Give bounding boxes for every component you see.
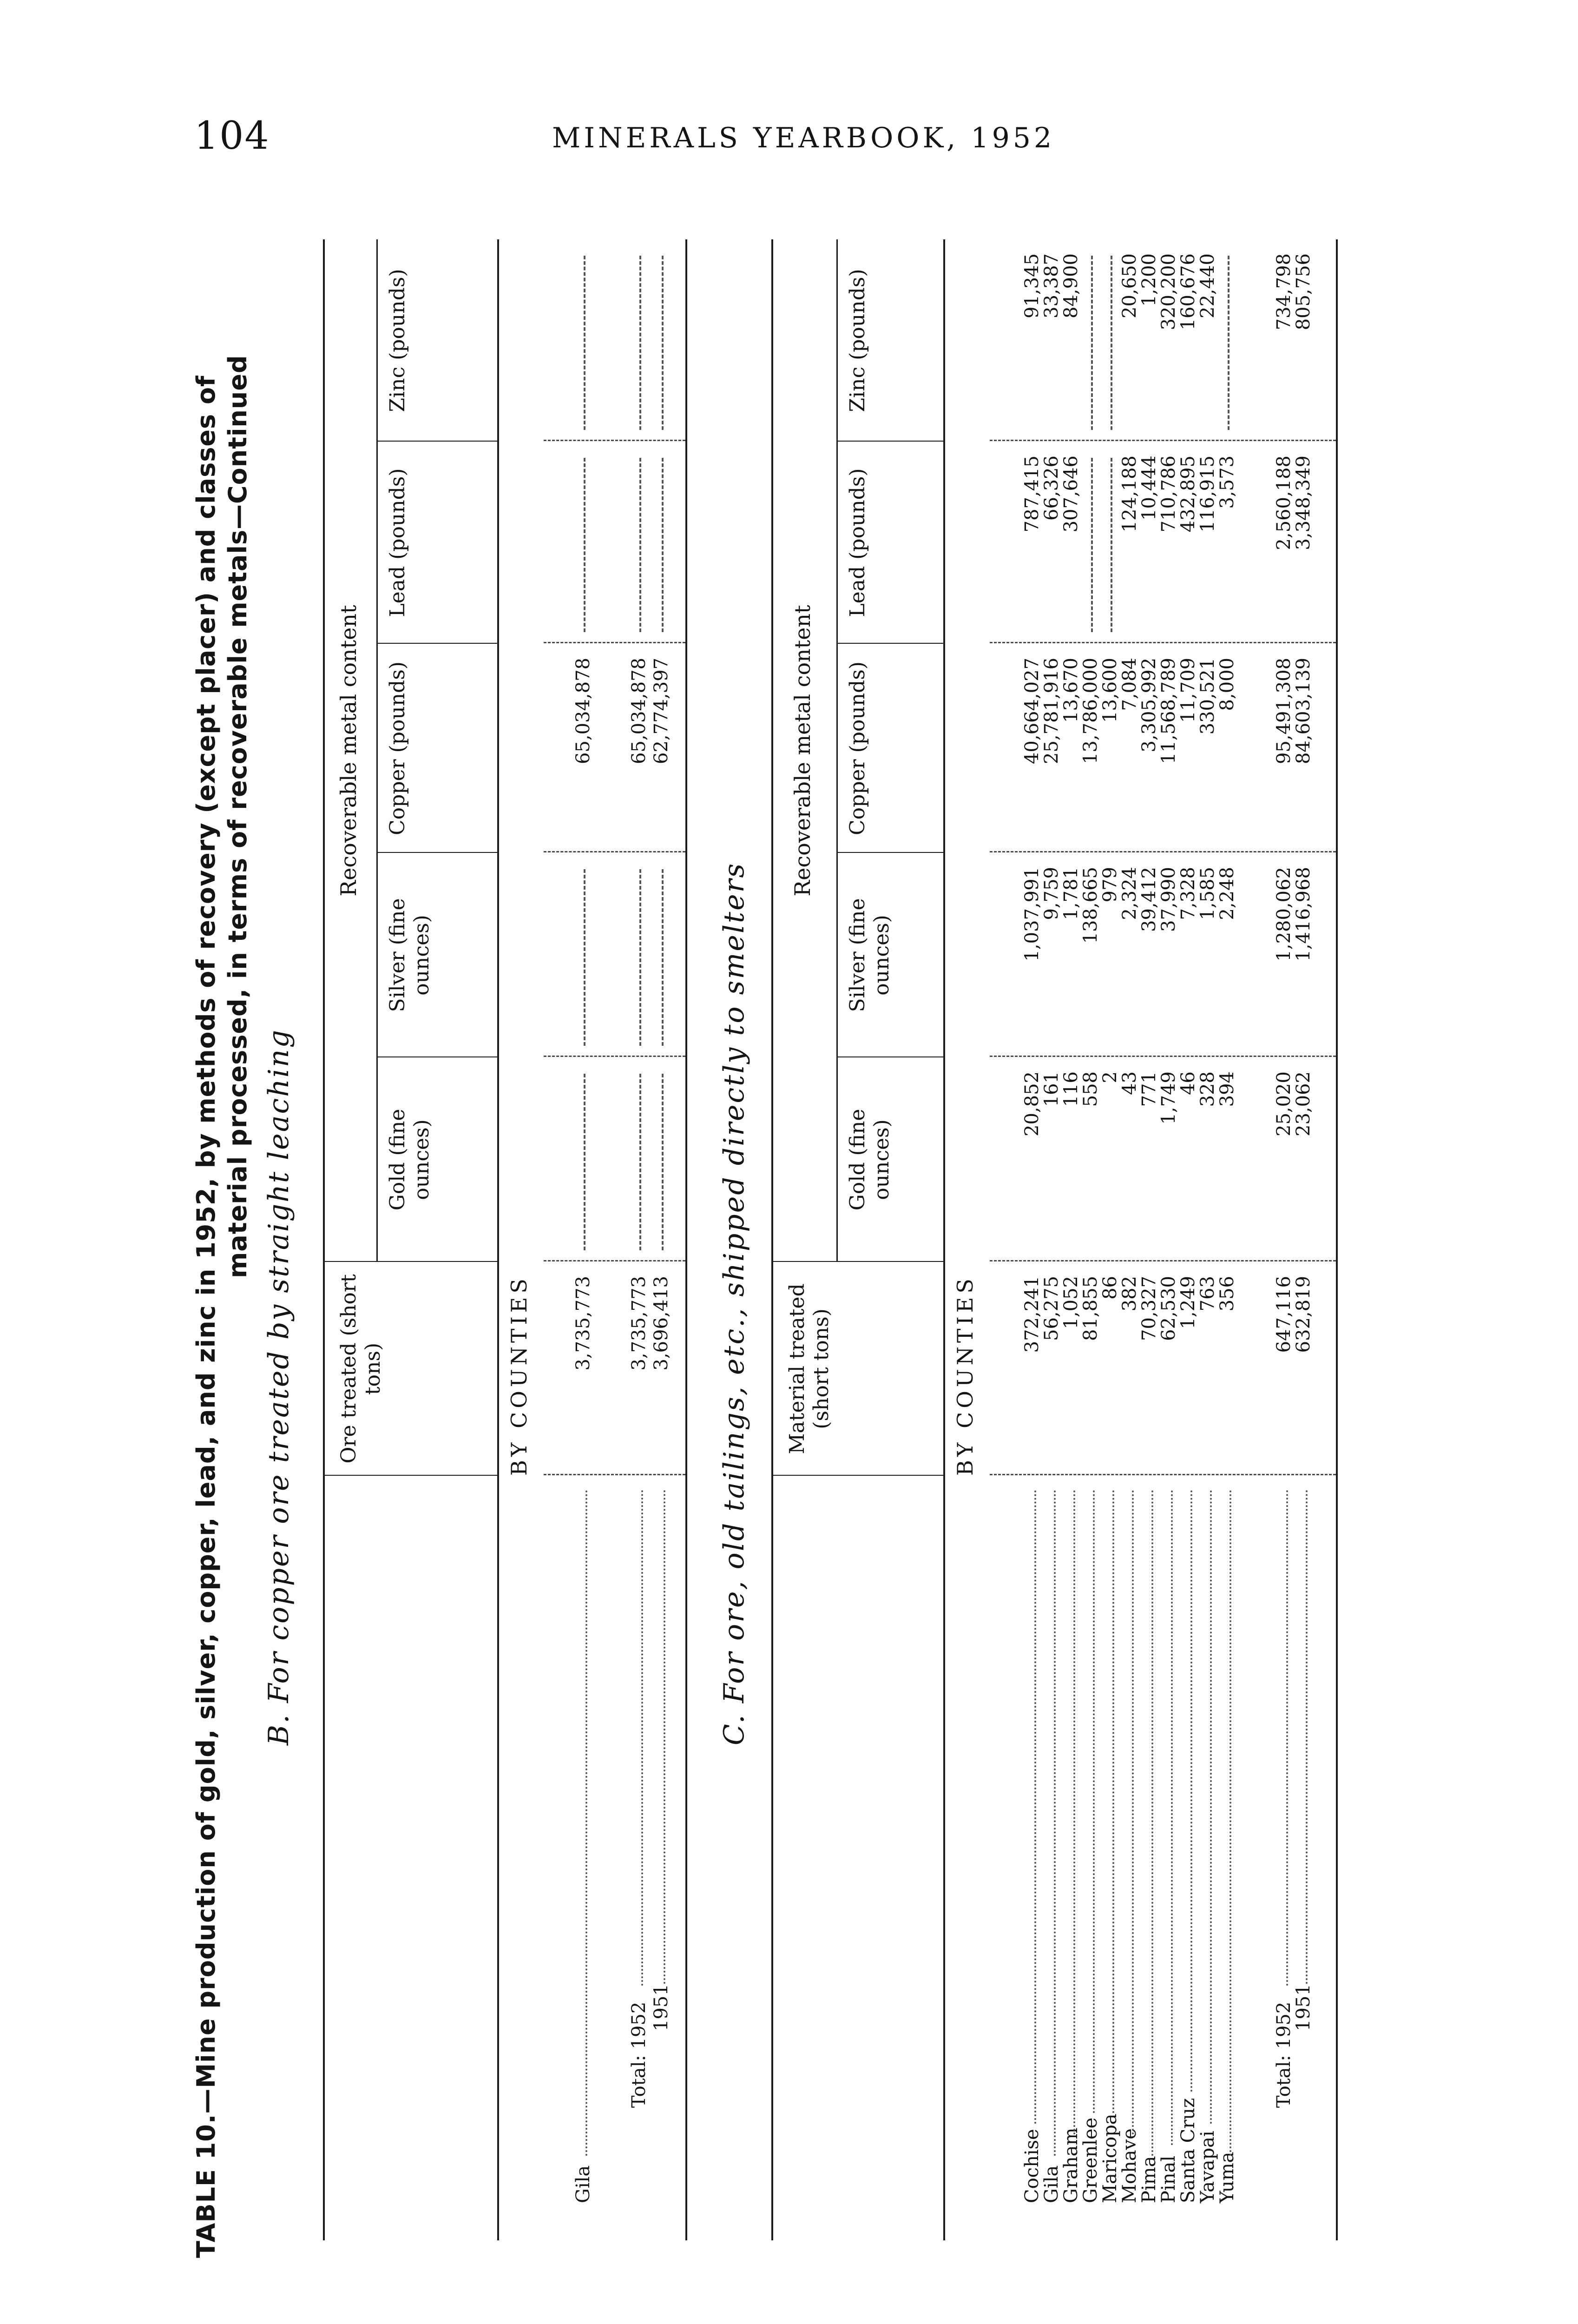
cell-lead: 116,915 <box>1197 456 1218 533</box>
cell-ore: 372,241 <box>1021 1276 1043 1353</box>
column-header-ore: Material treated (short tons) <box>785 1283 833 1454</box>
cell-silver: 37,990 <box>1158 867 1179 932</box>
header-col-rule <box>836 643 943 644</box>
table-rule-bottom <box>1336 239 1338 2240</box>
by-counties-label: BY COUNTIES <box>506 1275 532 1476</box>
cell-silver: 2,324 <box>1119 867 1140 920</box>
section-title: C. For ore, old tailings, etc., shipped directly to smelters <box>718 862 750 1745</box>
leader-dots <box>1132 1490 1134 2134</box>
cell-copper: 3,305,992 <box>1138 658 1160 753</box>
table-row <box>1080 0 1101 2324</box>
cell-zinc: 84,900 <box>1060 253 1082 318</box>
cell-zinc: 33,387 <box>1041 253 1062 318</box>
cell-copper: 13,786,000 <box>1080 658 1101 765</box>
cell-gold: 394 <box>1216 1071 1238 1107</box>
empty-cell-zinc <box>662 256 664 430</box>
cell-gold: 1,749 <box>1158 1071 1179 1125</box>
cell-ore: 70,327 <box>1138 1276 1160 1341</box>
cell-gold: 328 <box>1197 1071 1218 1107</box>
cell-silver: 39,412 <box>1138 867 1160 932</box>
row-label: Graham <box>1060 2127 1082 2203</box>
cell-zinc: 20,650 <box>1119 253 1140 318</box>
cell-silver: 979 <box>1099 867 1121 903</box>
cell-ore: 382 <box>1119 1276 1140 1312</box>
cell-ore: 56,275 <box>1041 1276 1062 1341</box>
table-row <box>1158 0 1179 2324</box>
cell-gold: 116 <box>1060 1071 1082 1107</box>
header-col-rule <box>376 1056 497 1057</box>
leader-dots <box>641 1490 643 1986</box>
empty-cell-silver <box>584 869 585 1046</box>
cell-ore: 1,249 <box>1177 1276 1199 1329</box>
empty-cell-gold <box>639 1074 641 1250</box>
empty-cell-zinc <box>639 256 641 430</box>
cell-copper: 95,491,308 <box>1273 658 1295 765</box>
cell-copper: 11,568,789 <box>1158 658 1179 765</box>
recoverable-metal-header: Recoverable metal content <box>335 605 361 897</box>
cell-silver: 1,416,968 <box>1293 867 1314 962</box>
leader-dots <box>1171 1490 1173 2145</box>
row-label: Yuma <box>1216 2152 1238 2203</box>
header-col-rule <box>771 1475 943 1476</box>
cell-lead: 3,348,349 <box>1293 456 1314 550</box>
column-header-gold: Gold (fine ounces) <box>386 1109 434 1211</box>
cell-ore: 632,819 <box>1293 1276 1314 1353</box>
page-number: 104 <box>194 114 270 158</box>
table-rule-top <box>771 239 773 2240</box>
row-label: Gila <box>572 2165 594 2203</box>
total-row <box>651 0 672 2324</box>
cell-gold: 46 <box>1177 1071 1199 1095</box>
cell-lead: 432,895 <box>1177 456 1199 533</box>
row-label: Total: 1952 <box>628 2001 650 2108</box>
leader-dots <box>1034 1490 1036 2124</box>
cell-silver: 2,248 <box>1216 867 1238 920</box>
cell-silver: 138,665 <box>1080 867 1101 944</box>
cell-gold: 43 <box>1119 1071 1140 1095</box>
cell-ore: 647,116 <box>1273 1276 1295 1353</box>
cell-lead: 66,326 <box>1041 456 1062 521</box>
group-rule <box>836 239 838 1262</box>
cell-zinc: 320,200 <box>1158 253 1179 330</box>
header-rule <box>943 239 945 2240</box>
empty-cell-lead <box>1091 458 1093 632</box>
table-title-line-1: TABLE 10.—Mine production of gold, silver, copper, lead, and zinc in 1952, by methods of recovery (except placer) and classes of <box>191 375 221 2258</box>
running-title: MINERALS YEARBOOK, 1952 <box>552 122 1055 154</box>
row-label: 1951 <box>1293 1984 1314 2031</box>
leader-dots <box>585 1490 587 2156</box>
cell-gold: 558 <box>1080 1071 1101 1107</box>
cell-ore: 1,052 <box>1060 1276 1082 1329</box>
table-row <box>1177 0 1199 2324</box>
empty-cell-zinc <box>1111 256 1112 430</box>
cell-copper: 62,774,397 <box>651 658 672 765</box>
cell-ore: 86 <box>1099 1276 1121 1300</box>
row-label: 1951 <box>651 1984 672 2031</box>
cell-copper: 330,521 <box>1197 658 1218 735</box>
empty-cell-silver <box>639 869 641 1046</box>
header-col-rule <box>376 852 497 853</box>
cell-copper: 40,664,027 <box>1021 658 1043 765</box>
leader-dots <box>1190 1490 1192 2092</box>
cell-copper: 11,709 <box>1177 658 1199 723</box>
cell-copper: 25,781,916 <box>1041 658 1062 765</box>
row-label: Cochise <box>1021 2129 1043 2203</box>
column-header-zinc: Zinc (pounds) <box>846 269 869 412</box>
table-row <box>1021 0 1043 2324</box>
column-header-ore: Ore treated (short tons) <box>337 1274 385 1464</box>
empty-cell-gold <box>662 1074 664 1250</box>
row-label: Yavapai <box>1197 2131 1218 2203</box>
row-label: Greenlee <box>1080 2117 1101 2203</box>
table-rule-bottom <box>685 239 687 2240</box>
header-rule <box>497 239 499 2240</box>
cell-ore: 81,855 <box>1080 1276 1101 1341</box>
empty-cell-lead <box>639 458 641 632</box>
recoverable-metal-header: Recoverable metal content <box>790 605 815 897</box>
cell-gold: 771 <box>1138 1071 1160 1107</box>
leader-dots <box>1230 1490 1231 2156</box>
cell-ore: 62,530 <box>1158 1276 1179 1341</box>
column-header-silver: Silver (fine ounces) <box>386 898 434 1012</box>
cell-copper: 65,034,878 <box>572 658 594 765</box>
cell-zinc: 734,798 <box>1273 253 1295 330</box>
by-counties-label: BY COUNTIES <box>953 1275 978 1476</box>
cell-zinc: 91,345 <box>1021 253 1043 318</box>
cell-lead: 307,646 <box>1060 456 1082 533</box>
total-row <box>1273 0 1295 2324</box>
empty-cell-lead <box>1111 458 1112 632</box>
table-row <box>1138 0 1160 2324</box>
cell-copper: 84,603,139 <box>1293 658 1314 765</box>
row-label: Total: 1952 <box>1273 2001 1295 2108</box>
cell-lead: 124,188 <box>1119 456 1140 533</box>
cell-silver: 1,585 <box>1197 867 1218 920</box>
table-row <box>1060 0 1082 2324</box>
cell-gold: 161 <box>1041 1071 1062 1107</box>
header-col-rule <box>836 852 943 853</box>
header-col-rule <box>376 441 497 442</box>
empty-cell-gold <box>584 1074 585 1250</box>
column-header-lead: Lead (pounds) <box>386 468 409 617</box>
leader-dots <box>1054 1490 1056 2156</box>
table-rule-top <box>323 239 325 2240</box>
empty-cell-zinc <box>584 256 585 430</box>
cell-gold: 20,852 <box>1021 1071 1043 1136</box>
row-label: Maricopa <box>1099 2113 1121 2203</box>
cell-gold: 2 <box>1099 1071 1121 1083</box>
header-col-rule <box>323 1475 497 1476</box>
row-label: Gila <box>1041 2165 1062 2203</box>
column-header-silver: Silver (fine ounces) <box>846 898 894 1012</box>
cell-lead: 10,444 <box>1138 456 1160 521</box>
leader-dots <box>664 1490 665 1984</box>
table-row <box>572 0 594 2324</box>
cell-lead: 2,560,188 <box>1273 456 1295 550</box>
column-header-lead: Lead (pounds) <box>846 468 869 617</box>
row-label: Santa Cruz <box>1177 2098 1199 2203</box>
empty-cell-lead <box>584 458 585 632</box>
cell-zinc: 22,440 <box>1197 253 1218 318</box>
cell-copper: 8,000 <box>1216 658 1238 711</box>
column-header-zinc: Zinc (pounds) <box>386 269 409 412</box>
empty-cell-zinc <box>1228 256 1230 430</box>
section-title: B. For copper ore treated by straight leaching <box>263 1029 295 1745</box>
row-label: Mohave <box>1119 2128 1140 2203</box>
cell-ore: 3,735,773 <box>572 1276 594 1371</box>
empty-cell-lead <box>662 458 664 632</box>
cell-ore: 3,696,413 <box>651 1276 672 1371</box>
cell-silver: 9,759 <box>1041 867 1062 920</box>
cell-silver: 1,280,062 <box>1273 867 1295 962</box>
column-header-copper: Copper (pounds) <box>386 661 409 835</box>
table-row <box>1197 0 1218 2324</box>
cell-silver: 1,037,991 <box>1021 867 1043 962</box>
column-header-gold: Gold (fine ounces) <box>846 1109 894 1211</box>
row-label: Pima <box>1138 2156 1160 2203</box>
cell-copper: 13,600 <box>1099 658 1121 723</box>
table-row <box>1041 0 1062 2324</box>
cell-lead: 3,573 <box>1216 456 1238 509</box>
column-header-copper: Copper (pounds) <box>846 661 869 835</box>
leader-dots <box>1093 1490 1095 2113</box>
leader-dots <box>1286 1490 1288 1986</box>
cell-ore: 763 <box>1197 1276 1218 1312</box>
total-row <box>628 0 650 2324</box>
cell-zinc: 160,676 <box>1177 253 1199 330</box>
cell-copper: 7,084 <box>1119 658 1140 711</box>
header-col-rule <box>836 1056 943 1057</box>
table-row <box>1216 0 1238 2324</box>
cell-gold: 23,062 <box>1293 1071 1314 1136</box>
cell-gold: 25,020 <box>1273 1071 1295 1136</box>
header-col-rule <box>836 441 943 442</box>
leader-dots <box>1210 1490 1212 2124</box>
cell-ore: 3,735,773 <box>628 1276 650 1371</box>
cell-zinc: 1,200 <box>1138 253 1160 307</box>
total-row <box>1293 0 1314 2324</box>
group-rule <box>376 239 378 1262</box>
table-row <box>1099 0 1121 2324</box>
cell-copper: 13,670 <box>1060 658 1082 723</box>
leader-dots <box>1151 1490 1153 2156</box>
cell-zinc: 805,756 <box>1293 253 1314 330</box>
empty-cell-silver <box>662 869 664 1046</box>
table-title-line-2: material processed, in terms of recoverable metals—Continued <box>223 355 252 1278</box>
cell-lead: 787,415 <box>1021 456 1043 533</box>
cell-lead: 710,786 <box>1158 456 1179 533</box>
header-col-rule <box>376 643 497 644</box>
table-row <box>1119 0 1140 2324</box>
empty-cell-zinc <box>1091 256 1093 430</box>
cell-silver: 1,781 <box>1060 867 1082 920</box>
cell-silver: 7,328 <box>1177 867 1199 920</box>
cell-ore: 356 <box>1216 1276 1238 1312</box>
leader-dots <box>1073 1490 1075 2134</box>
cell-copper: 65,034,878 <box>628 658 650 765</box>
leader-dots <box>1112 1490 1114 2113</box>
row-label: Pinal <box>1158 2155 1179 2203</box>
leader-dots <box>1306 1490 1308 1984</box>
